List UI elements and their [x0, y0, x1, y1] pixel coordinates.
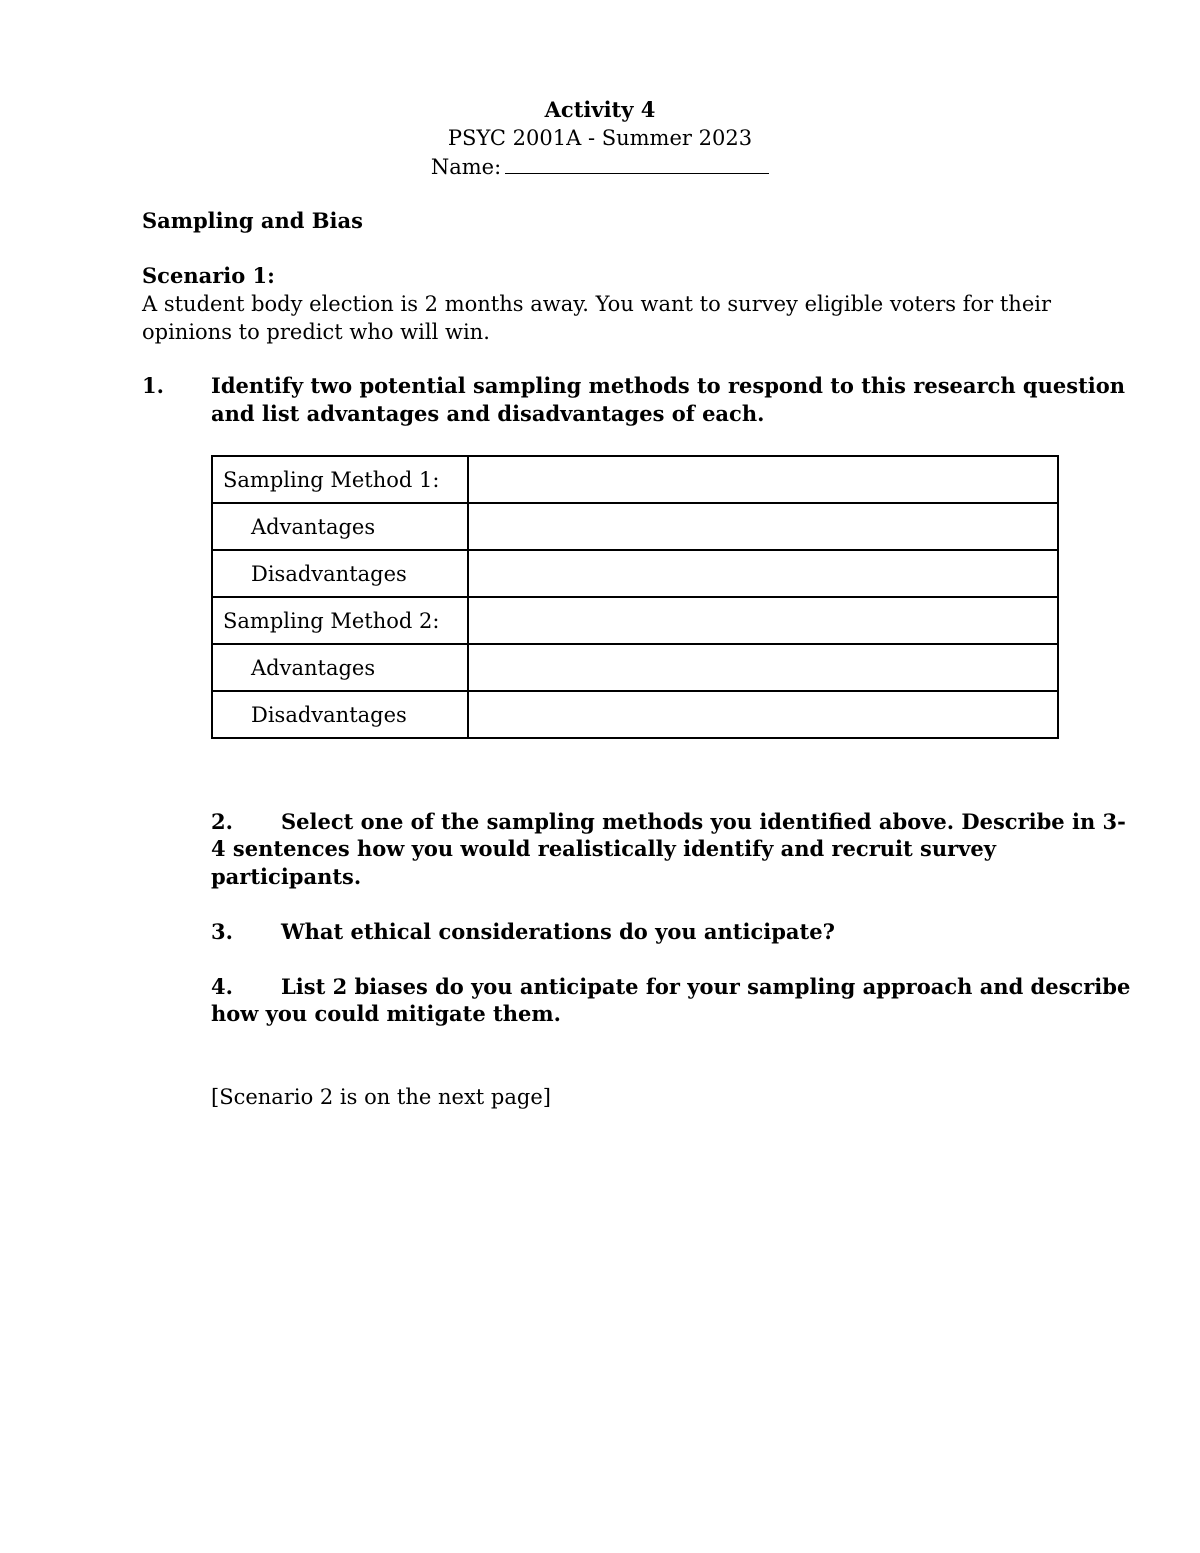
- name-label: Name:: [430, 155, 502, 179]
- table-row: [212, 456, 1058, 503]
- table-answer-cell[interactable]: [468, 691, 1058, 738]
- question-3-text-1: What ethical considerations do you anticipate?: [281, 919, 835, 944]
- table-row: [212, 550, 1058, 597]
- table-label-cell: Sampling Method 2:: [212, 597, 468, 644]
- name-line-row: [0, 153, 1200, 181]
- question-3-line-1: [211, 918, 835, 946]
- question-4-line-2: how you could mitigate them.: [211, 1001, 561, 1026]
- table-answer-cell[interactable]: [468, 644, 1058, 691]
- question-4-text-1: List 2 biases do you anticipate for your sampling approach and describe: [281, 974, 1131, 999]
- question-3-number: 3.: [211, 919, 233, 944]
- table-label-cell: Sampling Method 1:: [212, 456, 468, 503]
- table-answer-cell[interactable]: [468, 456, 1058, 503]
- scenario-heading: Scenario 1:: [142, 263, 275, 288]
- question-2-number: 2.: [211, 809, 233, 834]
- name-blank: [505, 153, 769, 174]
- section-title: Sampling and Bias: [142, 208, 363, 233]
- table-row: [212, 597, 1058, 644]
- table-answer-cell[interactable]: [468, 550, 1058, 597]
- question-2-text-1: Select one of the sampling methods you identified above. Describe in 3-: [281, 809, 1126, 834]
- course-line: PSYC 2001A - Summer 2023: [447, 126, 753, 150]
- sampling-methods-table: [211, 455, 1059, 739]
- next-page-note: [Scenario 2 is on the next page]: [211, 1085, 551, 1109]
- scenario-text-line-2: opinions to predict who will win.: [142, 320, 490, 344]
- document-title: Activity 4: [544, 97, 656, 122]
- question-1-number: 1.: [142, 373, 164, 398]
- question-4-line-1: [211, 973, 1130, 1001]
- table-row: [212, 691, 1058, 738]
- question-2-line-3: participants.: [211, 864, 362, 889]
- table-answer-cell[interactable]: [468, 503, 1058, 550]
- question-1-line-2: and list advantages and disadvantages of each.: [211, 401, 765, 426]
- scenario-text-line-1: A student body election is 2 months away. You want to survey eligible voters for their: [142, 292, 1051, 316]
- table-row: [212, 503, 1058, 550]
- table-label-cell: Disadvantages: [212, 550, 468, 597]
- question-4-number: 4.: [211, 974, 233, 999]
- question-1-line-1: Identify two potential sampling methods to respond to this research question: [211, 373, 1126, 398]
- table-label-cell: Disadvantages: [212, 691, 468, 738]
- table-answer-cell[interactable]: [468, 597, 1058, 644]
- question-2-line-2: 4 sentences how you would realistically identify and recruit survey: [211, 836, 996, 861]
- table-label-cell: Advantages: [212, 503, 468, 550]
- table-label-cell: Advantages: [212, 644, 468, 691]
- table-row: [212, 644, 1058, 691]
- question-2-line-1: [211, 808, 1126, 836]
